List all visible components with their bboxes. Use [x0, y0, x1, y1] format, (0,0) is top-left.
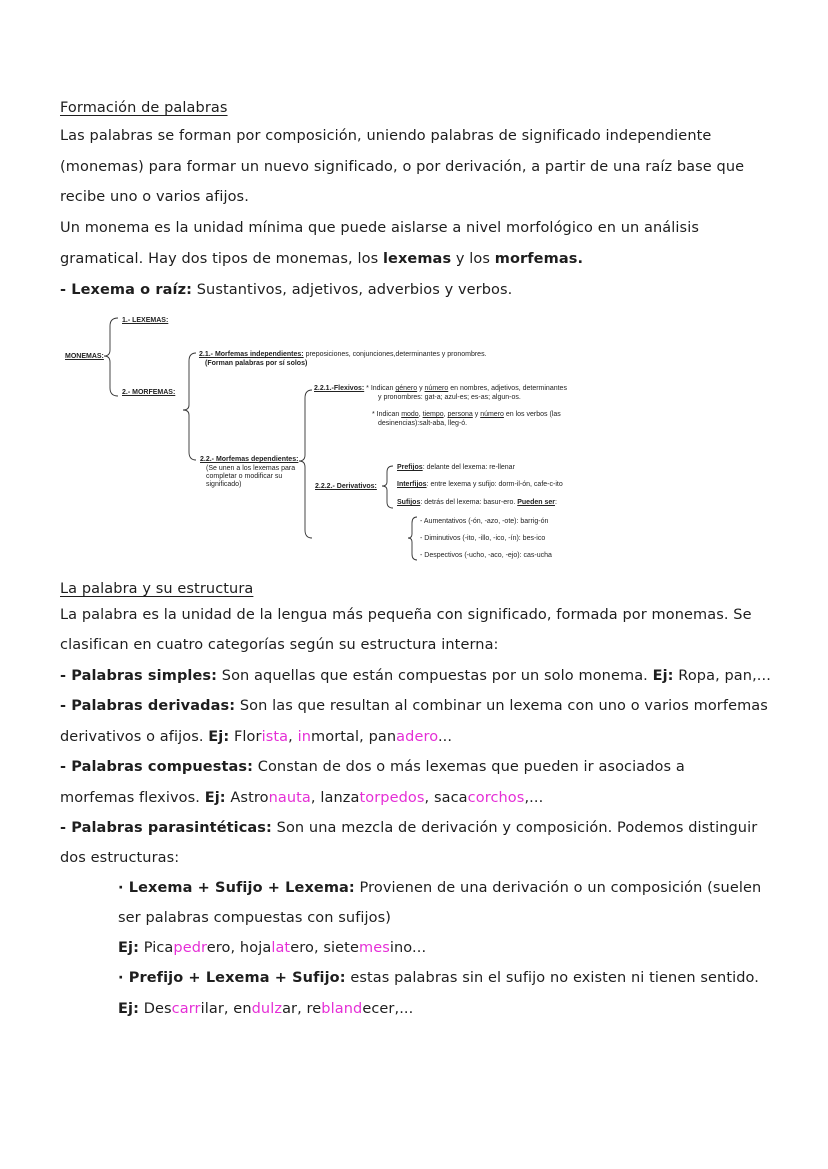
t: Prefijos — [397, 464, 423, 471]
t: Ej: — [118, 1001, 139, 1017]
term-morfemas: morfemas. — [494, 251, 584, 267]
t: Flor — [229, 729, 262, 745]
t: in — [297, 729, 311, 745]
section-title-formacion: Formación de palabras — [60, 100, 228, 116]
lexema-definition — [60, 282, 512, 298]
t: número — [424, 385, 449, 392]
paragraph-line: (monemas) para formar un nuevo significado, o por derivación, a partir de una raíz base que — [60, 159, 745, 175]
independientes-line — [199, 350, 487, 359]
despectivos-line: - Despectivos (-ucho, -aco, -ejo): cas-ucha — [420, 552, 552, 559]
independientes-sub: (Forman palabras por sí solos) — [205, 360, 308, 367]
t: derivativos o afijos. — [60, 729, 209, 745]
derivadas-line — [60, 698, 768, 714]
dependientes-sub: (Se unen a los lexemas para — [206, 465, 296, 472]
t: ... — [437, 729, 453, 745]
paragraph-line — [60, 251, 583, 267]
diminutivos-line: - Diminutivos (-ito, -illo, -ico, -ín): bes-ico — [420, 535, 546, 542]
estructura-1-examples — [118, 940, 426, 956]
compuestas-line — [60, 759, 685, 775]
t: persona — [447, 411, 473, 418]
t: Astro — [225, 790, 269, 806]
t: , — [418, 411, 423, 418]
t: corchos — [467, 790, 525, 806]
t: adero — [396, 729, 438, 745]
morfemas-text: 2.- MORFEMAS: — [122, 389, 176, 396]
monemas-diagram — [60, 310, 620, 570]
t: Pica — [138, 940, 174, 956]
parasinteticas-line — [60, 820, 757, 836]
compuestas-line-2 — [60, 790, 543, 806]
t: · Prefijo + Lexema + Sufijo: — [118, 970, 346, 986]
flexivos-line-4: desinencias):salt-aba, lleg-ó. — [378, 420, 468, 427]
simples-line — [60, 668, 771, 684]
t: ero, hoja — [206, 940, 272, 956]
t: Constan de dos o más lexemas que pueden ir asociados a — [253, 759, 685, 775]
paragraph-line: La palabra es la unidad de la lengua más pequeña con significado, formada por monemas. Se — [60, 607, 752, 623]
t: Ropa, pan,... — [673, 668, 771, 684]
t: pedr — [173, 940, 207, 956]
t: , — [443, 411, 448, 418]
t: ecer,... — [362, 1001, 414, 1017]
interfijos-line — [397, 480, 563, 489]
t: ista — [261, 729, 289, 745]
estructura-2-examples — [118, 1001, 413, 1017]
t: ero, siete — [290, 940, 359, 956]
t: , lanza — [310, 790, 360, 806]
t: estas palabras sin el sufijo no existen ni tienen sentido. — [345, 970, 759, 986]
t: Sufijos — [397, 499, 421, 506]
t: 2.2.- Morfemas dependientes: — [200, 456, 299, 463]
flexivos-line-3 — [372, 410, 561, 419]
derivativos-label — [315, 482, 377, 491]
t: * Indican — [364, 385, 396, 392]
t: y — [472, 411, 481, 418]
lexemas-label — [122, 316, 168, 325]
t: 2.2.2.- Derivativos: — [315, 483, 377, 490]
morfemas-label — [122, 388, 175, 397]
dependientes-sub: completar o modificar su — [206, 473, 283, 480]
monemas-label — [65, 352, 104, 361]
parasinteticas-line-2: dos estructuras: — [60, 850, 180, 866]
t: mes — [358, 940, 390, 956]
t: torpedos — [359, 790, 425, 806]
t: : delante del lexema: re-llenar — [422, 464, 515, 471]
t: : detrás del lexema: basur-ero. — [420, 499, 518, 506]
prefijos-line — [397, 463, 515, 472]
t: Provienen de una derivación o un composición (suelen — [354, 880, 762, 896]
t: modo — [401, 411, 419, 418]
flexivos-line-2: y pronombres: gat-a; azul-es; es-as; algun-os. — [378, 394, 521, 401]
t: ino... — [389, 940, 427, 956]
lexema-label: - Lexema o raíz: — [60, 282, 193, 298]
t: nauta — [268, 790, 311, 806]
t: Pueden ser — [517, 499, 555, 506]
independientes-label: 2.1.- Morfemas independientes: — [199, 351, 304, 358]
t: Interfijos — [397, 481, 427, 488]
t: Son una mezcla de derivación y composición. Podemos distinguir — [271, 820, 758, 836]
estructura-1-line-2: ser palabras compuestas con sufijos) — [118, 910, 392, 926]
text: y los — [451, 251, 495, 267]
derivadas-line-2 — [60, 729, 452, 745]
t: - Palabras compuestas: — [60, 759, 254, 775]
paragraph-line: recibe uno o varios afijos. — [60, 189, 249, 205]
monemas-text: MONEMAS: — [65, 353, 104, 360]
t: : — [554, 499, 557, 506]
t: bland — [321, 1001, 363, 1017]
t: mortal, pan — [311, 729, 397, 745]
aumentativos-line: - Aumentativos (-ón, -azo, -ote): barrig-ón — [420, 518, 549, 525]
t: - Palabras simples: — [60, 668, 218, 684]
t: tiempo — [422, 411, 444, 418]
t: Des — [138, 1001, 172, 1017]
t: en los verbos (las — [503, 411, 561, 418]
flexivos-label: 2.2.1.-Flexivos: — [314, 385, 365, 392]
diagram-brackets — [60, 310, 620, 570]
t: Ej: — [118, 940, 139, 956]
t: - Palabras parasintéticas: — [60, 820, 272, 836]
flexivos-line-1 — [314, 384, 567, 393]
t: - Palabras derivadas: — [60, 698, 236, 714]
t: en nombres, adjetivos, determinantes — [448, 385, 567, 392]
t: ,... — [524, 790, 544, 806]
dependientes-sub: significado) — [206, 481, 242, 488]
t: y — [417, 385, 425, 392]
t: dulz — [251, 1001, 283, 1017]
t: género — [395, 385, 418, 392]
section-title-estructura: La palabra y su estructura — [60, 581, 254, 597]
lexemas-text: 1.- LEXEMAS: — [122, 317, 169, 324]
t: : entre lexema y sufijo: dorm-il-ón, cafe-c-ito — [426, 481, 563, 488]
term-lexemas: lexemas — [382, 251, 452, 267]
t: * Indican — [372, 411, 402, 418]
estructura-2 — [118, 970, 759, 986]
t: ilar, en — [200, 1001, 252, 1017]
lexema-text: Sustantivos, adjetivos, adverbios y verbos. — [192, 282, 513, 298]
t: Son las que resultan al combinar un lexema con uno o varios morfemas — [235, 698, 768, 714]
t: Ej: — [652, 668, 674, 684]
t: ar, re — [282, 1001, 322, 1017]
dependientes-label — [200, 455, 298, 464]
paragraph-line: Las palabras se forman por composición, uniendo palabras de significado independiente — [60, 128, 712, 144]
t: , saca — [424, 790, 468, 806]
t: carr — [171, 1001, 201, 1017]
t: , — [288, 729, 298, 745]
t: Son aquellas que están compuestas por un solo monema. — [217, 668, 653, 684]
independientes-text: preposiciones, conjunciones,determinantes y pronombres. — [303, 351, 487, 358]
paragraph-line: clasifican en cuatro categorías según su estructura interna: — [60, 637, 499, 653]
t: morfemas flexivos. — [60, 790, 205, 806]
t: Ej: — [208, 729, 230, 745]
t: · Lexema + Sufijo + Lexema: — [118, 880, 355, 896]
t: lat — [271, 940, 291, 956]
text: gramatical. Hay dos tipos de monemas, los — [60, 251, 383, 267]
paragraph-line: Un monema es la unidad mínima que puede aislarse a nivel morfológico en un análisis — [60, 220, 699, 236]
sufijos-line — [397, 498, 557, 507]
estructura-1 — [118, 880, 761, 896]
t: número — [480, 411, 504, 418]
t: Ej: — [204, 790, 226, 806]
